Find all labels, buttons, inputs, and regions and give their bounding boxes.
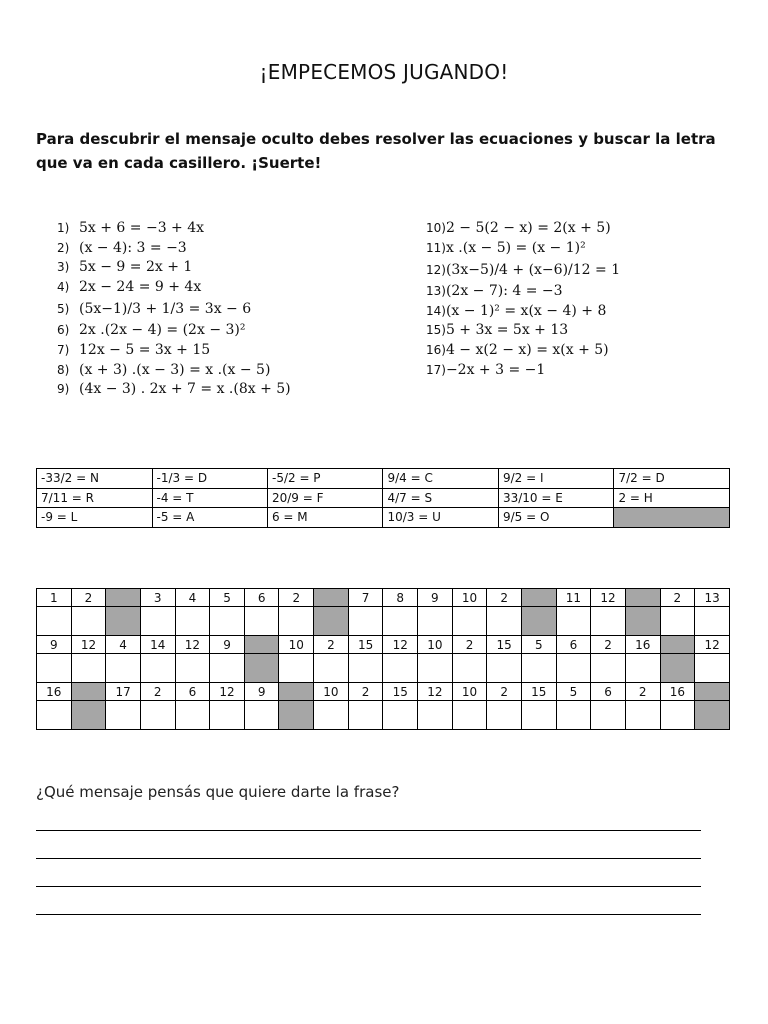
puzzle-letter-box[interactable] [418, 654, 453, 683]
puzzle-letter-box[interactable] [244, 607, 279, 636]
puzzle-number-cell: 3 [140, 589, 175, 607]
key-cell: -5/2 = P [267, 469, 382, 489]
equation-17: 17)−2x + 3 = −1 [426, 361, 546, 378]
puzzle-letter-box[interactable] [625, 701, 660, 730]
puzzle-letter-box[interactable] [625, 654, 660, 683]
puzzle-number-cell: 11 [556, 589, 591, 607]
puzzle-number-cell: 10 [279, 636, 314, 654]
puzzle-letter-box[interactable] [37, 701, 72, 730]
equations-right [426, 219, 620, 380]
puzzle-letter-box[interactable] [71, 654, 106, 683]
puzzle-number-cell: 12 [383, 636, 418, 654]
key-cell: 9/5 = O [498, 508, 614, 528]
puzzle-letter-box[interactable] [279, 607, 314, 636]
puzzle-number-cell: 5 [521, 636, 556, 654]
puzzle-number-cell: 15 [383, 683, 418, 701]
instructions-text: Para descubrir el mensaje oculto debes resolver las ecuaciones y buscar la letra que va en cada casillero. ¡Suerte! [36, 130, 716, 172]
puzzle-letter-box[interactable] [71, 607, 106, 636]
puzzle-number-cell: 14 [140, 636, 175, 654]
key-cell: 10/3 = U [383, 508, 498, 528]
equation-14: 14)(x − 1)² = x(x − 4) + 8 [426, 302, 607, 319]
puzzle-number-cell: 10 [452, 589, 487, 607]
key-cell: 7/2 = D [614, 469, 730, 489]
puzzle-letter-box[interactable] [695, 607, 730, 636]
puzzle-letter-box[interactable] [487, 701, 522, 730]
key-cell [614, 508, 730, 528]
puzzle-number-cell: 2 [660, 589, 695, 607]
puzzle-number-cell: 16 [37, 683, 72, 701]
key-cell: 6 = M [267, 508, 382, 528]
puzzle-letter-box[interactable] [175, 701, 210, 730]
puzzle-number-cell: 5 [210, 589, 245, 607]
key-cell: -33/2 = N [37, 469, 153, 489]
key-row [37, 488, 730, 508]
equation-5: 5) (5x−1)/3 + 1/3 = 3x − 6 [57, 301, 252, 318]
equation-13: 13)(2x − 7): 4 = −3 [426, 283, 563, 300]
puzzle-number-cell: 6 [175, 683, 210, 701]
puzzle-letter-box[interactable] [37, 654, 72, 683]
puzzle-number-cell: 9 [244, 683, 279, 701]
puzzle-answer-row [37, 607, 730, 636]
puzzle-space-cell [314, 607, 349, 636]
equation-10: 10)2 − 5(2 − x) = 2(x + 5) [426, 220, 611, 236]
puzzle-space-cell [660, 636, 695, 654]
puzzle-letter-box[interactable] [279, 654, 314, 683]
puzzle-number-cell: 5 [556, 683, 591, 701]
equation-2: 2) (x − 4): 3 = −3 [57, 239, 187, 256]
puzzle-number-cell: 10 [314, 683, 349, 701]
puzzle-number-cell: 6 [244, 589, 279, 607]
puzzle-letter-box[interactable] [556, 654, 591, 683]
puzzle-space-cell [314, 589, 349, 607]
puzzle-number-cell: 6 [556, 636, 591, 654]
key-cell: -5 = A [152, 508, 267, 528]
equation-16: 16)4 − x(2 − x) = x(x + 5) [426, 341, 609, 358]
puzzle-space-cell [695, 683, 730, 701]
puzzle-number-cell: 16 [660, 683, 695, 701]
puzzle-number-cell: 7 [348, 589, 383, 607]
puzzle-letter-box[interactable] [591, 654, 626, 683]
puzzle-letter-box[interactable] [521, 654, 556, 683]
puzzle-letter-box[interactable] [106, 701, 141, 730]
key-row [37, 508, 730, 528]
puzzle-space-cell [244, 654, 279, 683]
puzzle-space-cell [71, 683, 106, 701]
puzzle-number-cell: 15 [487, 636, 522, 654]
key-row [37, 469, 730, 489]
puzzle-letter-box[interactable] [140, 607, 175, 636]
puzzle-space-cell [521, 589, 556, 607]
puzzle-number-cell: 4 [106, 636, 141, 654]
puzzle-letter-box[interactable] [348, 654, 383, 683]
answer-line[interactable] [36, 830, 701, 831]
page-title: ¡EMPECEMOS JUGANDO! [259, 60, 509, 84]
puzzle-letter-box[interactable] [383, 654, 418, 683]
puzzle-number-cell: 2 [591, 636, 626, 654]
equation-11: 11)x .(x − 5) = (x − 1)² [426, 239, 586, 256]
puzzle-space-cell [625, 589, 660, 607]
puzzle-number-cell: 15 [521, 683, 556, 701]
puzzle-letter-box[interactable] [140, 654, 175, 683]
answer-line[interactable] [36, 914, 701, 915]
puzzle-number-cell: 10 [418, 636, 453, 654]
puzzle-letter-box[interactable] [106, 654, 141, 683]
puzzle-letter-box[interactable] [452, 701, 487, 730]
puzzle-grid [36, 588, 730, 730]
equation-3: 3) 5x − 9 = 2x + 1 [57, 259, 193, 276]
letter-key-table [36, 468, 730, 528]
puzzle-letter-box[interactable] [210, 607, 245, 636]
instructions [36, 127, 736, 175]
puzzle-letter-box[interactable] [383, 607, 418, 636]
puzzle-letter-box[interactable] [348, 701, 383, 730]
puzzle-answer-row [37, 701, 730, 730]
equation-15: 15)5 + 3x = 5x + 13 [426, 322, 569, 339]
puzzle-number-cell: 2 [140, 683, 175, 701]
key-cell: -1/3 = D [152, 469, 267, 489]
puzzle-number-cell: 12 [695, 636, 730, 654]
equation-12: 12)(3x−5)/4 + (x−6)/12 = 1 [426, 262, 621, 279]
puzzle-letter-box[interactable] [556, 701, 591, 730]
puzzle-number-cell: 2 [487, 683, 522, 701]
equation-1: 1) 5x + 6 = −3 + 4x [57, 220, 205, 236]
puzzle-letter-box[interactable] [314, 701, 349, 730]
puzzle-space-cell [695, 701, 730, 730]
puzzle-letter-box[interactable] [695, 654, 730, 683]
key-cell: 2 = H [614, 488, 730, 508]
puzzle-number-row [37, 589, 730, 607]
puzzle-number-cell: 2 [487, 589, 522, 607]
puzzle-number-cell: 2 [279, 589, 314, 607]
puzzle-number-cell: 16 [625, 636, 660, 654]
equation-6: 6) 2x .(2x − 4) = (2x − 3)² [57, 322, 246, 339]
equation-7: 7) 12x − 5 = 3x + 15 [57, 341, 211, 358]
puzzle-space-cell [279, 683, 314, 701]
puzzle-number-cell: 2 [348, 683, 383, 701]
answer-line[interactable] [36, 886, 701, 887]
puzzle-letter-box[interactable] [140, 701, 175, 730]
puzzle-letter-box[interactable] [383, 701, 418, 730]
answer-line[interactable] [36, 858, 701, 859]
puzzle-letter-box[interactable] [591, 701, 626, 730]
puzzle-number-cell: 13 [695, 589, 730, 607]
key-cell: -4 = T [152, 488, 267, 508]
puzzle-space-cell [106, 607, 141, 636]
puzzle-number-cell: 17 [106, 683, 141, 701]
puzzle-letter-box[interactable] [660, 607, 695, 636]
puzzle-letter-box[interactable] [210, 701, 245, 730]
puzzle-space-cell [71, 701, 106, 730]
puzzle-space-cell [244, 636, 279, 654]
puzzle-number-cell: 2 [71, 589, 106, 607]
key-cell: 33/10 = E [498, 488, 614, 508]
puzzle-letter-box[interactable] [521, 701, 556, 730]
key-cell: 20/9 = F [267, 488, 382, 508]
puzzle-number-cell: 2 [452, 636, 487, 654]
puzzle-letter-box[interactable] [348, 607, 383, 636]
puzzle-number-cell: 2 [625, 683, 660, 701]
puzzle-letter-box[interactable] [591, 607, 626, 636]
puzzle-number-cell: 8 [383, 589, 418, 607]
puzzle-letter-box[interactable] [556, 607, 591, 636]
puzzle-space-cell [660, 654, 695, 683]
puzzle-number-cell: 12 [210, 683, 245, 701]
puzzle-letter-box[interactable] [175, 607, 210, 636]
puzzle-letter-box[interactable] [418, 701, 453, 730]
puzzle-letter-box[interactable] [244, 701, 279, 730]
puzzle-space-cell [106, 589, 141, 607]
puzzle-space-cell [279, 701, 314, 730]
question-text: ¿Qué mensaje pensás que quiere darte la frase? [36, 783, 400, 801]
equations-left [57, 219, 291, 400]
puzzle-answer-row [37, 654, 730, 683]
key-cell: 9/4 = C [383, 469, 498, 489]
puzzle-number-cell: 9 [418, 589, 453, 607]
puzzle-number-cell: 10 [452, 683, 487, 701]
puzzle-letter-box[interactable] [487, 654, 522, 683]
puzzle-number-row [37, 636, 730, 654]
puzzle-number-cell: 12 [175, 636, 210, 654]
puzzle-letter-box[interactable] [660, 701, 695, 730]
puzzle-letter-box[interactable] [37, 607, 72, 636]
puzzle-letter-box[interactable] [210, 654, 245, 683]
puzzle-letter-box[interactable] [175, 654, 210, 683]
key-cell: 4/7 = S [383, 488, 498, 508]
puzzle-space-cell [521, 607, 556, 636]
puzzle-letter-box[interactable] [452, 607, 487, 636]
puzzle-letter-box[interactable] [487, 607, 522, 636]
puzzle-number-cell: 2 [314, 636, 349, 654]
puzzle-number-cell: 1 [37, 589, 72, 607]
puzzle-number-cell: 12 [418, 683, 453, 701]
equation-9: 9) (4x − 3) . 2x + 7 = x .(8x + 5) [57, 381, 291, 398]
puzzle-number-cell: 9 [210, 636, 245, 654]
equation-8: 8) (x + 3) .(x − 3) = x .(x − 5) [57, 361, 271, 378]
puzzle-number-row [37, 683, 730, 701]
key-cell: 9/2 = I [498, 469, 614, 489]
key-cell: 7/11 = R [37, 488, 153, 508]
puzzle-letter-box[interactable] [418, 607, 453, 636]
puzzle-letter-box[interactable] [452, 654, 487, 683]
puzzle-number-cell: 9 [37, 636, 72, 654]
puzzle-number-cell: 12 [591, 589, 626, 607]
puzzle-number-cell: 12 [71, 636, 106, 654]
puzzle-number-cell: 4 [175, 589, 210, 607]
key-cell: -9 = L [37, 508, 153, 528]
puzzle-space-cell [625, 607, 660, 636]
equation-4: 4) 2x − 24 = 9 + 4x [57, 278, 202, 295]
puzzle-number-cell: 6 [591, 683, 626, 701]
puzzle-letter-box[interactable] [314, 654, 349, 683]
puzzle-number-cell: 15 [348, 636, 383, 654]
